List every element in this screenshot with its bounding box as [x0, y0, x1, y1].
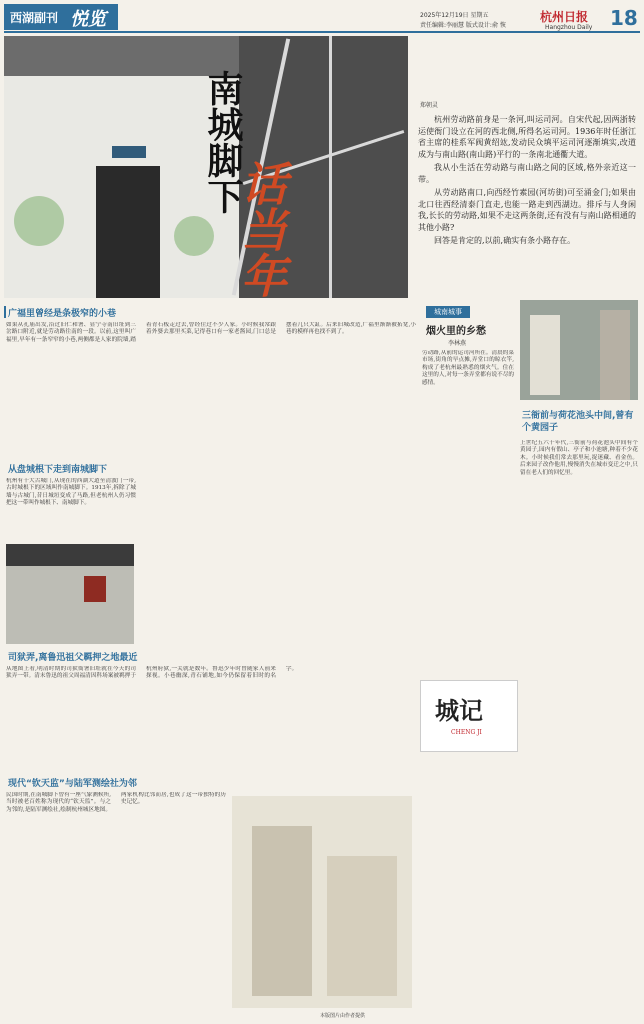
newspaper-logo-en: Hangzhou Daily	[545, 24, 593, 31]
page-number: 18	[610, 6, 638, 30]
section-headline: 司狱弄,离鲁迅祖父羁押之地最近	[8, 653, 138, 663]
gate-photo	[6, 544, 134, 644]
headline-marker	[4, 306, 6, 318]
door-plate	[112, 146, 146, 158]
intro-paragraph: 杭州劳动路前身是一条河,叫运司河。自宋代起,因两浙转运使衙门设立在河的西北侧,所得名运司河。1936年时任浙江省主席的桂系军阀黄绍竑,发动民众填平运司河逐渐填实,改道成为与南山路(南山路)平行的一条南北通衢大道。	[418, 115, 636, 159]
column-name: 悦览	[70, 9, 106, 30]
section-header	[4, 4, 118, 30]
headline-title: 南城脚下	[202, 70, 244, 214]
gate-sign	[84, 576, 106, 602]
intro-paragraph: 从劳动路南口,向西经竹素园(河坊街)可至涌金门;如果由北口往西经清泰门直走,也能一路走到西湖边。排斥与人身闲我,长长的劳动路,如果不走这两条街,还有没有与南山路相通的其他小路?	[418, 188, 636, 232]
map-road	[329, 36, 332, 298]
section-headline: 现代“钦天监”与陆军测绘社为邻	[8, 779, 137, 789]
intro-paragraph: 回答是肯定的,以前,确实有条小路存在。	[434, 236, 576, 245]
sketch-wall	[252, 826, 312, 996]
column-logo-text: 城记	[435, 696, 483, 725]
column-logo-sub: CHENG JI	[451, 729, 482, 736]
section-text: 如果从孔庙出发,沿过旧仁和署、显宁寺南旧址到三岔路口附近,就是劳动路往南的一段。以前,这里叫广福里,早年有一条窄窄的小巷,两侧都是人家的院墙,踏着青石板走过去,曾经住过不少人家。小时候我常跟着外婆去那里买菜,记得巷口有一家老酱园,门口总是摆着几只大缸。后来旧城改造,广福里渐渐被拓宽,小巷的模样再也找不到了。	[6, 322, 416, 343]
sidebar-column-tag: 城南城事	[426, 306, 470, 318]
section-name: 西湖副刊	[10, 11, 59, 25]
section-headline: 从盘城根下走到南城脚下	[8, 465, 108, 475]
section-headline: 三衙前与荷花池头中间,曾有个黄园子	[522, 411, 634, 433]
lotus-painting	[14, 196, 64, 246]
sidebar-author: 李林燕	[448, 340, 467, 347]
section-text: 杭州有十大古城门,从现在的西湖大道至清波门一带,古时城根下的区域叫作南城脚下。1913年,拆除了城墙与古城门,昔日城垣变成了马路,但老杭州人仍习惯把这一带叫作城根下、南城脚下。	[6, 478, 136, 507]
street-photo	[520, 300, 638, 400]
section-text: 民国时期,在南城脚下曾有一座气象测候所,当时被老百姓称为现代的“钦天监”。与之为邻的,是陆军测绘社,绘制杭州城区地图。两家机构比邻而居,也成了这一带独特的历史记忆。	[6, 792, 226, 813]
issue-date: 2025年12月19日 星期五	[420, 12, 489, 19]
newspaper-logo: 杭州日报	[540, 10, 589, 24]
headline-subtitle: 话当年	[234, 160, 288, 298]
gate-roof	[6, 544, 134, 566]
lotus-painting	[174, 216, 214, 256]
intro-text	[418, 114, 636, 247]
section-text-continued	[140, 478, 410, 644]
editor-credit: 责任编辑:李丽慧 版式设计:俞 恢	[420, 22, 506, 29]
wooden-door	[96, 166, 160, 298]
intro-author: 郑朝灵	[420, 102, 439, 109]
photo-credit: 本版图片由作者提供	[320, 1013, 366, 1019]
sidebar-text: 劳动路,从前的运司河所在。清晨的菜市场,街角的早点摊,弄堂口的晾衣竿,构成了老杭州最熟悉的烟火气。住在这里的人,对每一条弄堂都有说不尽的感情。	[422, 350, 514, 386]
column-logo-box	[420, 680, 518, 752]
section-headline: 广福里曾经是条极窄的小巷	[8, 309, 117, 319]
header-rule	[4, 31, 640, 33]
building	[600, 310, 630, 400]
section-text: 上世纪五六十年代,三衙前与荷花池头中间有个黄园子,园内有假山、亭子和小池塘,种着不少花木。小时候我们常去那里玩,捉迷藏、看金鱼。后来园子改作他用,慢慢消失在城市变迁之中,只留在老人们的回忆里。	[520, 440, 638, 476]
sketch-photo	[232, 796, 412, 1008]
section-text: 从地图上看,明清时期的司狱衙署旧址就在今天的司狱弄一带。清末鲁迅的祖父周福清因科场案被羁押于杭州府狱,一关就是数年。鲁迅少年时曾随家人前来探视。小巷幽深,青石铺地,如今仍保留着旧时的名字。	[6, 666, 298, 680]
sidebar-title: 烟火里的乡愁	[426, 326, 486, 337]
building	[530, 315, 560, 395]
intro-paragraph: 我从小生活在劳动路与南山路之间的区域,格外亲近这一带。	[418, 163, 636, 184]
sketch-building	[327, 856, 397, 996]
